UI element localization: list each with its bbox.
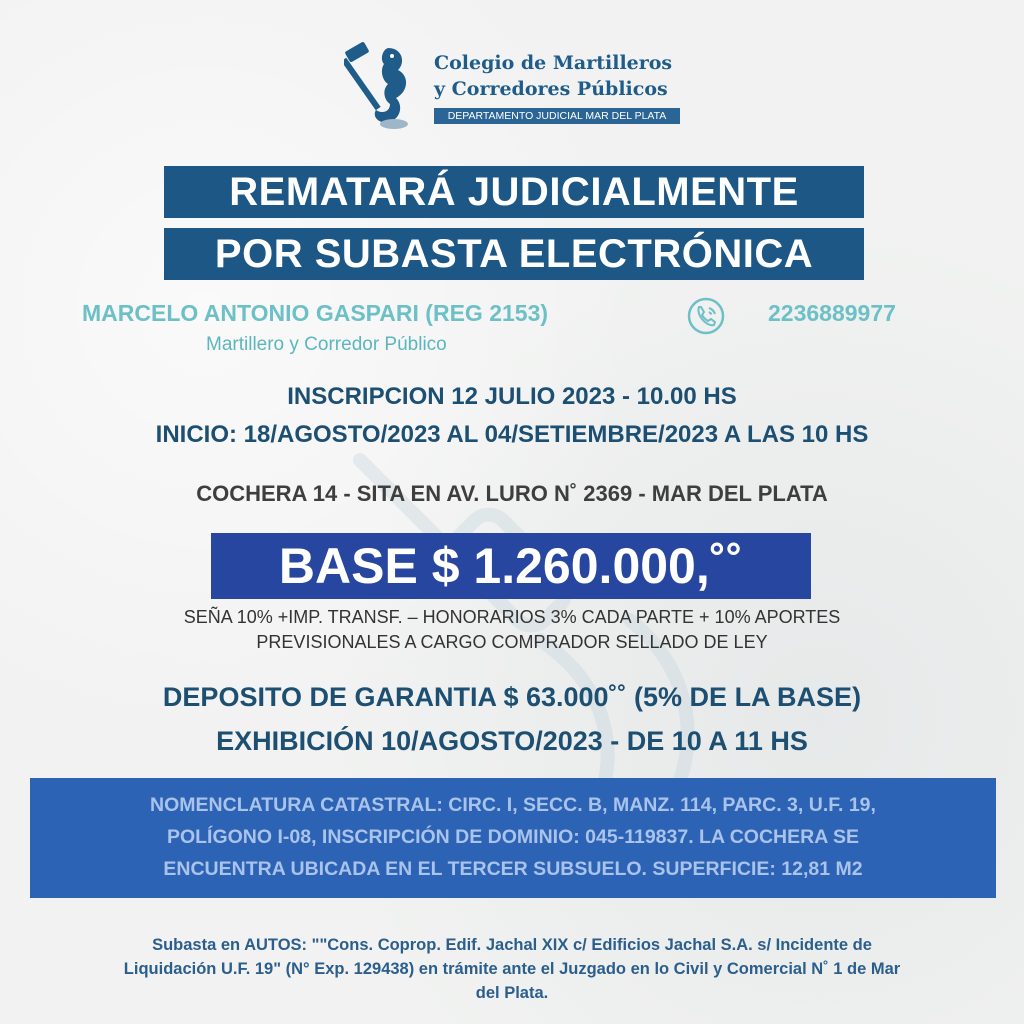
property-address: COCHERA 14 - SITA EN AV. LURO N˚ 2369 - MAR DEL PLATA <box>196 481 828 506</box>
case-reference-line-2: Liquidación U.F. 19" (N° Exp. 129438) en trámite ante el Juzgado en lo Civil y Comercial N˚ 1 de Mar <box>123 960 901 978</box>
auctioneer-role: Martillero y Corredor Público <box>206 334 447 355</box>
case-reference-line-3: del Plata. <box>475 984 549 1002</box>
cadastral-line-3: ENCUENTRA UBICADA EN EL TERCER SUBSUELO. SUPERFICIE: 12,81 M2 <box>163 858 863 880</box>
registration-date: INSCRIPCION 12 JULIO 2023 - 10.00 HS <box>287 383 737 410</box>
auction-period: INICIO: 18/AGOSTO/2023 AL 04/SETIEMBRE/2023 A LAS 10 HS <box>155 421 869 448</box>
phone-number[interactable]: 2236889977 <box>768 300 896 326</box>
logo-department: DEPARTAMENTO JUDICIAL MAR DEL PLATA <box>434 108 680 124</box>
logo-title-line-1: Colegio de Martilleros <box>434 52 673 74</box>
cadastral-line-1: NOMENCLATURA CATASTRAL: CIRC. I, SECC. B, MANZ. 114, PARC. 3, U.F. 19, <box>150 794 876 816</box>
gavel-seahorse-icon <box>344 40 428 132</box>
logo-title-line-2: y Corredores Públicos <box>434 78 668 100</box>
conditions-line-1: SEÑA 10% +IMP. TRANSF. – HONORARIOS 3% CADA PARTE + 10% APORTES <box>183 607 841 627</box>
cadastral-line-2: POLÍGONO I-08, INSCRIPCIÓN DE DOMINIO: 045-119837. LA COCHERA SE <box>166 826 860 848</box>
organization-logo <box>344 40 684 132</box>
headline-line-2: POR SUBASTA ELECTRÓNICA <box>164 228 864 280</box>
base-price: BASE $ 1.260.000,˚˚ <box>211 533 811 599</box>
case-reference-line-1: Subasta en AUTOS: ""Cons. Coprop. Edif. Jachal XIX c/ Edificios Jachal S.A. s/ Incidente de <box>152 936 872 954</box>
phone-icon <box>686 296 726 336</box>
guarantee-deposit: DEPOSITO DE GARANTIA $ 63.000˚˚ (5% DE LA BASE) <box>162 682 862 712</box>
cadastral-info-box <box>30 778 996 898</box>
auctioneer-name: MARCELO ANTONIO GASPARI (REG 2153) <box>82 300 549 326</box>
conditions-line-2: PREVISIONALES A CARGO COMPRADOR SELLADO DE LEY <box>256 632 768 652</box>
headline-line-1: REMATARÁ JUDICIALMENTE <box>164 166 864 218</box>
exhibition-date: EXHIBICIÓN 10/AGOSTO/2023 - DE 10 A 11 HS <box>216 726 808 756</box>
